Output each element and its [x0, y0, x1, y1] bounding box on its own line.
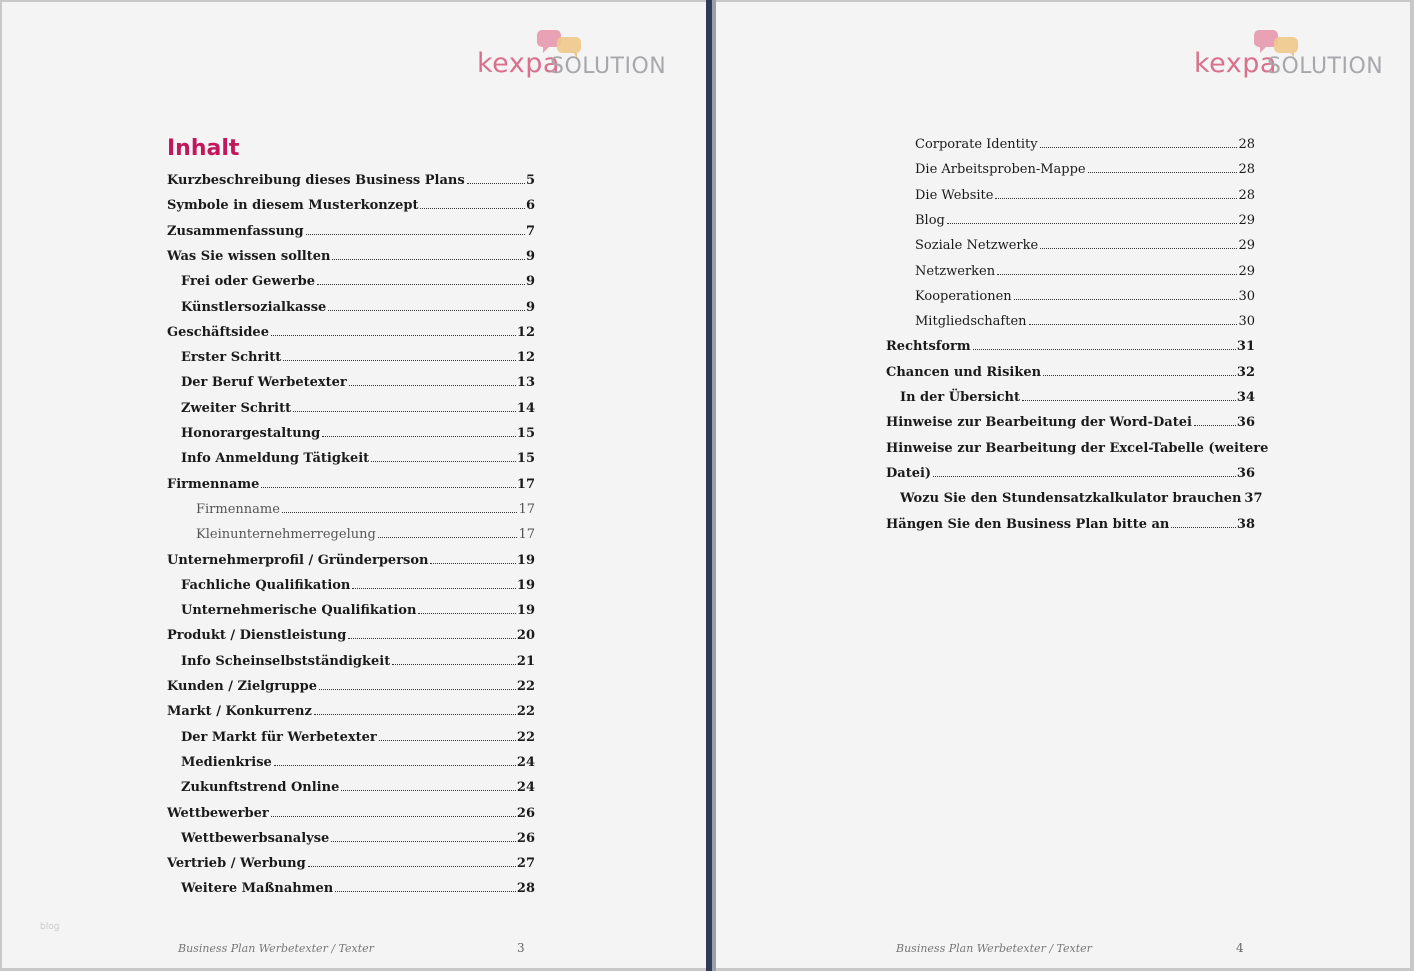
toc-entry-page: 21	[516, 653, 535, 669]
document-page-right	[716, 2, 1410, 968]
toc-entry-title: Zweiter Schritt	[181, 400, 292, 416]
watermark-text: blog	[40, 922, 60, 932]
toc-entry[interactable]	[167, 851, 535, 871]
toc-entry-title: Was Sie wissen sollten	[167, 248, 331, 264]
toc-entry[interactable]	[181, 295, 535, 315]
toc-entry-title: Wettbewerbsanalyse	[181, 830, 330, 846]
toc-entry[interactable]	[181, 826, 535, 846]
toc-entry-title: Produkt / Dienstleistung	[167, 628, 347, 644]
toc-entry[interactable]	[181, 370, 535, 390]
toc-entry-title: Kleinunternehmerregelung	[196, 527, 376, 543]
kexpa-logo	[459, 28, 689, 88]
toc-dot-leader	[348, 638, 516, 639]
toc-entry-page: 28	[1238, 137, 1255, 152]
toc-entry-title: Markt / Konkurrenz	[167, 704, 312, 720]
toc-entry-page: 29	[1238, 212, 1255, 228]
page-number: 4	[1236, 941, 1244, 955]
toc-entry[interactable]	[886, 360, 1255, 380]
toc-dot-leader	[933, 476, 1236, 477]
toc-entry[interactable]	[181, 725, 535, 745]
toc-entry[interactable]	[915, 183, 1255, 203]
toc-entry-page: 38	[1236, 516, 1255, 532]
toc-entry-title: Der Beruf Werbetexter	[181, 375, 347, 391]
toc-entry-page: 28	[1238, 162, 1255, 178]
toc-entry[interactable]	[181, 649, 535, 669]
toc-entry-page: 24	[516, 754, 535, 770]
toc-dot-leader	[261, 487, 516, 488]
toc-dot-leader	[341, 790, 516, 791]
toc-entry[interactable]	[915, 208, 1255, 228]
toc-entry-page: 6	[525, 198, 535, 214]
logo-text-kexpa: kexpa	[1194, 48, 1277, 79]
toc-entry-title: Kunden / Zielgruppe	[167, 679, 318, 694]
toc-entry-title: Fachliche Qualifikation	[181, 577, 351, 593]
toc-dot-leader	[282, 512, 518, 513]
toc-entry-page: 22	[516, 704, 535, 720]
toc-entry[interactable]	[886, 410, 1255, 430]
toc-entry-title: Medienkrise	[181, 754, 272, 770]
toc-entry-title: In der Übersicht	[900, 390, 1020, 405]
toc-entry[interactable]	[167, 674, 535, 694]
toc-entry-page: 37	[1244, 491, 1263, 507]
toc-entry-page: 36	[1236, 465, 1255, 481]
toc-dot-leader	[352, 588, 516, 589]
toc-entry-page: 31	[1236, 339, 1255, 355]
toc-entry-page: 17	[518, 527, 535, 543]
toc-dot-leader	[283, 360, 516, 361]
kexpa-logo	[1176, 28, 1406, 88]
toc-entry-title: Wettbewerber	[167, 805, 269, 821]
toc-entry-page: 12	[516, 324, 535, 340]
toc-entry[interactable]	[181, 573, 535, 593]
toc-entry[interactable]	[167, 623, 535, 643]
toc-entry-title: Kurzbeschreibung dieses Business Plans	[167, 173, 465, 188]
toc-entry-title: Netzwerken	[915, 263, 996, 279]
toc-dot-leader	[271, 335, 516, 336]
toc-entry[interactable]	[167, 320, 535, 340]
toc-entry-title: Datei)	[886, 465, 932, 481]
toc-entry[interactable]	[886, 334, 1255, 354]
toc-entry-title: Soziale Netzwerke	[915, 238, 1039, 254]
toc-entry[interactable]	[167, 244, 535, 264]
toc-entry-title: Honorargestaltung	[181, 426, 321, 441]
toc-entry-page: 36	[1236, 415, 1255, 431]
toc-dot-leader	[997, 274, 1237, 275]
toc-entry[interactable]	[181, 269, 535, 289]
toc-entry-title: Blog	[915, 212, 945, 228]
toc-dot-leader	[1014, 299, 1238, 300]
toc-dot-leader	[973, 349, 1236, 350]
toc-entry[interactable]	[196, 522, 535, 542]
toc-entry-title: Info Anmeldung Tätigkeit	[181, 451, 370, 467]
toc-entry-title: Zukunftstrend Online	[181, 780, 340, 796]
toc-entry-title: Symbole in diesem Musterkonzept	[167, 198, 419, 214]
toc-entry[interactable]	[167, 801, 535, 821]
toc-entry[interactable]	[181, 775, 535, 795]
toc-entry-title: Vertrieb / Werbung	[167, 856, 306, 872]
toc-dot-leader	[1194, 425, 1236, 426]
toc-entry-page: 19	[516, 552, 535, 568]
toc-entry[interactable]	[181, 598, 535, 618]
toc-dot-leader	[314, 714, 516, 715]
toc-entry-title: Firmenname	[196, 501, 280, 517]
toc-entry-page: 5	[525, 173, 535, 188]
toc-dot-leader	[331, 841, 516, 842]
page-footer: Business Plan Werbetexter / Texter	[896, 942, 1092, 955]
toc-entry-page: 12	[516, 350, 535, 366]
toc-dot-leader	[371, 461, 516, 462]
toc-entry[interactable]	[167, 193, 535, 213]
toc-entry-title: Geschäftsidee	[167, 324, 269, 340]
toc-entry[interactable]	[167, 548, 535, 568]
toc-dot-leader	[1022, 400, 1236, 401]
toc-entry[interactable]	[181, 876, 535, 896]
toc-heading: Inhalt	[167, 136, 240, 161]
toc-dot-leader	[1171, 527, 1236, 528]
toc-entry-title: Unternehmerprofil / Gründerperson	[167, 552, 429, 568]
toc-entry-title: Info Scheinselbstständigkeit	[181, 653, 391, 669]
toc-entry-title: Die Arbeitsproben-Mappe	[915, 162, 1086, 178]
toc-dot-leader	[947, 223, 1238, 224]
toc-entry-title: Die Website	[915, 187, 994, 203]
toc-dot-leader	[306, 234, 525, 235]
toc-entry-title: Wozu Sie den Stundensatzkalkulator brauchen	[900, 491, 1242, 507]
toc-dot-leader	[308, 866, 516, 867]
toc-entry[interactable]	[196, 497, 535, 517]
toc-entry-page: 15	[516, 426, 535, 441]
document-page-left	[2, 2, 706, 968]
toc-entry-page: 17	[516, 476, 535, 492]
toc-entry-page: 29	[1238, 238, 1255, 254]
toc-entry[interactable]	[915, 284, 1255, 304]
toc-entry-page: 7	[525, 223, 535, 239]
toc-entry-title: Hinweise zur Bearbeitung der Excel-Tabelle (weitere	[886, 440, 1269, 456]
toc-entry[interactable]	[181, 421, 535, 441]
toc-entry[interactable]	[181, 396, 535, 416]
toc-entry[interactable]	[181, 750, 535, 770]
toc-entry-title: Zusammenfassung	[167, 223, 304, 239]
toc-dot-leader	[349, 385, 516, 386]
toc-dot-leader	[293, 411, 516, 412]
toc-entry-page: 9	[525, 248, 535, 264]
toc-entry[interactable]	[167, 472, 535, 492]
toc-entry-title: Chancen und Risiken	[886, 364, 1042, 380]
toc-entry-page: 17	[518, 501, 535, 517]
toc-entry[interactable]	[167, 168, 535, 188]
toc-entry-title: Frei oder Gewerbe	[181, 274, 316, 290]
toc-dot-leader	[467, 183, 525, 184]
toc-dot-leader	[322, 436, 516, 437]
toc-entry-page: 15	[516, 451, 535, 467]
toc-entry-page: 29	[1238, 263, 1255, 279]
toc-entry-page: 22	[516, 679, 535, 694]
toc-dot-leader	[1043, 375, 1236, 376]
toc-entry[interactable]	[181, 446, 535, 466]
toc-dot-leader	[418, 613, 515, 614]
toc-entry-title: Unternehmerische Qualifikation	[181, 603, 417, 619]
toc-entry-page: 32	[1236, 364, 1255, 380]
toc-entry-title: Weitere Maßnahmen	[181, 881, 334, 897]
toc-entry-title: Corporate Identity	[915, 137, 1038, 152]
toc-entry-page: 30	[1238, 314, 1255, 330]
toc-entry[interactable]	[181, 345, 535, 365]
toc-dot-leader	[274, 765, 516, 766]
toc-entry-title: Kooperationen	[915, 288, 1012, 304]
toc-entry[interactable]	[915, 309, 1255, 329]
toc-dot-leader	[995, 198, 1237, 199]
toc-entry-page: 22	[516, 729, 535, 745]
toc-dot-leader	[1040, 248, 1237, 249]
toc-dot-leader	[332, 259, 524, 260]
toc-entry-title: Erster Schritt	[181, 350, 282, 366]
toc-dot-leader	[1040, 147, 1238, 148]
toc-entry-page: 34	[1236, 390, 1255, 405]
toc-entry[interactable]	[167, 699, 535, 719]
toc-entry-title: Hängen Sie den Business Plan bitte an	[886, 516, 1170, 532]
toc-entry-title: Künstlersozialkasse	[181, 299, 327, 315]
toc-entry-title: Firmenname	[167, 476, 260, 492]
toc-entry[interactable]	[886, 436, 1269, 456]
toc-entry-page: 19	[516, 577, 535, 593]
toc-entry-title: Rechtsform	[886, 339, 971, 355]
toc-dot-leader	[1088, 172, 1238, 173]
toc-dot-leader	[1029, 324, 1238, 325]
toc-dot-leader	[319, 689, 516, 690]
toc-entry[interactable]	[915, 132, 1255, 152]
toc-entry-page: 9	[525, 299, 535, 315]
toc-dot-leader	[430, 563, 515, 564]
toc-dot-leader	[392, 664, 516, 665]
toc-dot-leader	[379, 740, 516, 741]
toc-entry[interactable]	[167, 219, 535, 239]
page-number: 3	[517, 941, 525, 955]
toc-entry-page: 28	[1238, 187, 1255, 203]
toc-dot-leader	[335, 891, 516, 892]
toc-entry-page: 13	[516, 375, 535, 391]
toc-entry-page: 14	[516, 400, 535, 416]
toc-entry-page: 28	[516, 881, 535, 897]
toc-entry-page: 30	[1238, 288, 1255, 304]
toc-entry[interactable]	[915, 233, 1255, 253]
toc-dot-leader	[378, 537, 518, 538]
toc-entry[interactable]	[900, 385, 1255, 405]
toc-entry-title: Hinweise zur Bearbeitung der Word-Datei	[886, 415, 1192, 431]
toc-dot-leader	[317, 284, 525, 285]
toc-entry-title: Mitgliedschaften	[915, 314, 1027, 330]
toc-entry[interactable]	[915, 259, 1255, 279]
toc-entry-page: 26	[516, 830, 535, 846]
toc-entry-page: 9	[525, 274, 535, 290]
toc-entry-page: 27	[516, 856, 535, 872]
toc-entry-page: 26	[516, 805, 535, 821]
toc-entry[interactable]	[886, 461, 1255, 481]
toc-dot-leader	[420, 208, 525, 209]
toc-entry-page: 19	[516, 603, 535, 619]
logo-text-solution: SOLUTION	[550, 54, 667, 79]
toc-entry[interactable]	[915, 157, 1255, 177]
toc-entry-title: Der Markt für Werbetexter	[181, 729, 377, 745]
page-footer: Business Plan Werbetexter / Texter	[178, 942, 374, 955]
toc-entry-page: 20	[516, 628, 535, 644]
toc-entry-page: 24	[516, 780, 535, 796]
toc-entry[interactable]	[886, 512, 1255, 532]
toc-dot-leader	[328, 310, 525, 311]
logo-text-kexpa: kexpa	[477, 48, 560, 79]
toc-entry[interactable]	[900, 486, 1263, 507]
logo-text-solution: SOLUTION	[1267, 54, 1384, 79]
toc-dot-leader	[271, 816, 516, 817]
